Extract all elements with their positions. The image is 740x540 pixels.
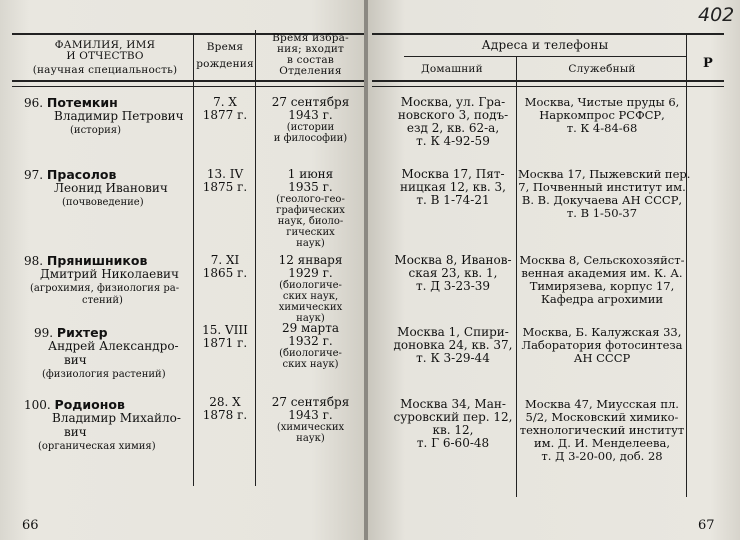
home-address-100: Москва 34, Ман- суровский пер. 12, кв. 12, т. Г 6-60-48 (393, 397, 513, 450)
header-extra: Р (703, 56, 713, 71)
left-page: ФАМИЛИЯ, ИМЯ И ОТЧЕСТВО (научная специальность) Время рождения Время избра- ния; входит в состав Отделения 96. Потемкин Владимир Петрович (история) 7. X 1877 г. 27 сентября 1943 г. (истории и философии) 97. Прасолов Леонид Иванович (почвоведение) 13. IV 1875 г. 1 июня 1935 г. (геолого-гео- графических наук, биоло- гических наук) 98. Прянишников Дмитрий Николаевич (агрохимия, физиология ра- стений) 7. XI 1865 г. 12 января 1929 г. (биологиче- ских наук, химических наук) 99. Рихтер Андрей Александро- вич (физиология растений) 15. VIII 1871 г. 29 марта 1932 г. (биологиче- ских наук) 100. Родионов Владимир Михайло- вич (органическая химия) 28. X 1878 г. 27 сентября 1943 г. (химических наук) 66 (0, 0, 366, 540)
header-double-rule (12, 86, 364, 87)
header-top-rule (372, 33, 724, 35)
header-home: Домашний (421, 63, 483, 75)
column-divider-2 (255, 30, 256, 486)
page-number-left: 66 (22, 518, 39, 533)
right-page (368, 0, 740, 540)
home-address-98: Москва 8, Иванов- ская 23, кв. 1, т. Д 3-23-39 (394, 253, 512, 293)
header-bottom-rule (372, 80, 724, 82)
surname: Потемкин (46, 95, 118, 110)
column-divider-home-work (516, 57, 517, 497)
column-divider-work-extra (686, 34, 687, 497)
home-address-96: Москва, ул. Гра- новского 3, подъ- езд 2, кв. 62-а, т. К 4-92-59 (397, 95, 509, 148)
surname: Рихтер (56, 325, 108, 340)
work-address-98: Москва 8, Сельскохозяйст- венная академия им. К. А. Тимирязева, корпус 17, Кафедра агрохимии (519, 253, 685, 306)
work-address-96: Москва, Чистые пруды 6, Наркомпрос РСФСР, т. К 4-84-68 (524, 95, 680, 135)
work-address-100: Москва 47, Миусская пл. 5/2, Московский химико- технологический институт им. Д. И. Менделеева, т. Д 3-20-00, доб. 28 (519, 397, 685, 463)
handwritten-number: 402 (698, 4, 735, 26)
work-address-97: Москва 17, Пыжевский пер. 7, Почвенный институт им. В. В. Докучаева АН СССР, т. В 1-50-37 (518, 167, 691, 220)
header-name-column: ФАМИЛИЯ, ИМЯ И ОТЧЕСТВО (научная специальность) (32, 39, 178, 76)
surname: Прянишников (46, 253, 148, 268)
header-bottom-rule (12, 80, 364, 82)
column-divider-1 (193, 34, 194, 486)
header-subdivider (404, 56, 686, 57)
surname: Прасолов (46, 167, 117, 182)
header-work: Служебный (568, 63, 636, 75)
header-double-rule (372, 86, 724, 87)
header-election-column: Время избра- ния; входит в состав Отделения (272, 32, 349, 77)
header-birth-column: Время рождения (196, 41, 254, 70)
work-address-99: Москва, Б. Калужская 33, Лаборатория фотосинтеза АН СССР (521, 325, 683, 365)
page-number-right: 67 (698, 518, 715, 533)
home-address-97: Москва 17, Пят- ницкая 12, кв. 3, т. В 1-74-21 (400, 167, 506, 207)
home-address-99: Москва 1, Спири- доновка 24, кв. 37, т. К 3-29-44 (393, 325, 513, 365)
surname: Родионов (54, 397, 125, 412)
header-addresses: Адреса и телефоны (481, 38, 609, 52)
